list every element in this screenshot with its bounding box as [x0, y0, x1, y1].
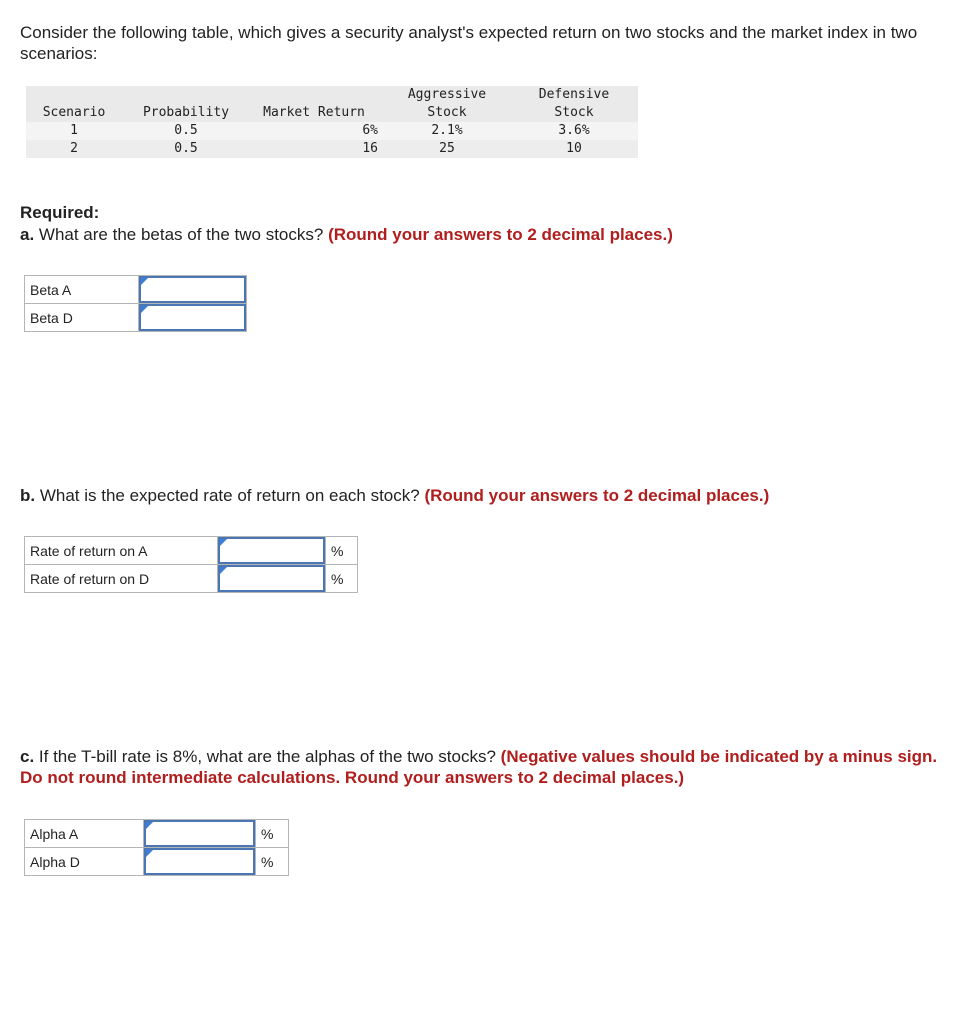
cell-market-return: 16	[250, 140, 384, 158]
header-probability: Probability	[122, 86, 250, 122]
field-alpha-a	[144, 820, 255, 847]
cell-defensive: 3.6%	[510, 122, 638, 140]
field-return-d	[218, 565, 325, 592]
question-a-text: What are the betas of the two stocks?	[34, 225, 329, 244]
answer-row-alpha-d	[25, 848, 289, 876]
input-marker-icon	[220, 567, 227, 574]
field-beta-d	[139, 304, 246, 331]
field-return-a	[218, 537, 325, 564]
header-defensive-line2: Stock	[554, 105, 594, 120]
answer-row-beta-a	[25, 276, 247, 304]
header-aggressive-stock	[384, 86, 510, 122]
header-aggressive-line1: Aggressive	[407, 87, 487, 102]
question-b	[20, 485, 950, 506]
question-b-label: b.	[20, 486, 36, 505]
question-c	[20, 746, 940, 788]
question-b-text: What is the expected rate of return on each stock?	[35, 486, 425, 505]
answer-table-a	[24, 275, 247, 332]
cell-probability: 0.5	[122, 140, 250, 158]
answer-row-return-a	[25, 537, 358, 565]
header-scenario: Scenario	[26, 86, 122, 122]
scenario-table	[26, 86, 638, 158]
beta-a-input[interactable]	[141, 278, 244, 301]
cell-aggressive: 25	[384, 140, 510, 158]
answer-table-c	[24, 819, 289, 876]
unit-alpha-a: %	[256, 820, 289, 848]
unit-alpha-d: %	[256, 848, 289, 876]
field-beta-a	[139, 276, 246, 303]
input-cell-return-d	[218, 565, 326, 593]
beta-d-input[interactable]	[141, 306, 244, 329]
input-marker-icon	[146, 822, 153, 829]
question-c-label: c.	[20, 747, 35, 766]
alpha-d-input[interactable]	[146, 850, 253, 873]
label-alpha-a: Alpha A	[25, 820, 144, 848]
cell-scenario: 2	[26, 140, 122, 158]
input-cell-alpha-a	[144, 820, 256, 848]
answer-row-alpha-a	[25, 820, 289, 848]
answer-row-beta-d	[25, 304, 247, 332]
label-alpha-d: Alpha D	[25, 848, 144, 876]
field-alpha-d	[144, 848, 255, 875]
question-a	[20, 224, 950, 245]
input-marker-icon	[141, 306, 148, 313]
answer-row-return-d	[25, 565, 358, 593]
unit-return-d: %	[326, 565, 358, 593]
input-marker-icon	[146, 850, 153, 857]
required-heading: Required:	[20, 203, 100, 222]
input-cell-beta-a	[139, 276, 247, 304]
answer-table-b	[24, 536, 358, 593]
input-cell-alpha-d	[144, 848, 256, 876]
table-row	[26, 140, 638, 158]
return-a-input[interactable]	[220, 539, 323, 562]
header-defensive-line1: Defensive	[538, 87, 610, 102]
cell-probability: 0.5	[122, 122, 250, 140]
label-beta-d: Beta D	[25, 304, 139, 332]
header-market-return: Market Return	[250, 86, 384, 122]
cell-aggressive: 2.1%	[384, 122, 510, 140]
label-return-a: Rate of return on A	[25, 537, 218, 565]
question-c-instruction: (Negative values should be indicated by a minus sign. Do not round intermediate calculations. Round your answers to 2 decimal places.)	[20, 747, 938, 787]
header-aggressive-line2: Stock	[427, 105, 467, 120]
return-d-input[interactable]	[220, 567, 323, 590]
table-row	[26, 122, 638, 140]
input-cell-beta-d	[139, 304, 247, 332]
question-a-label: a.	[20, 225, 35, 244]
cell-scenario: 1	[26, 122, 122, 140]
input-cell-return-a	[218, 537, 326, 565]
question-c-text: If the T-bill rate is 8%, what are the alphas of the two stocks?	[34, 747, 501, 766]
question-b-instruction: (Round your answers to 2 decimal places.)	[424, 486, 770, 505]
header-defensive-stock	[510, 86, 638, 122]
table-header-row	[26, 86, 638, 122]
input-marker-icon	[220, 539, 227, 546]
question-a-instruction: (Round your answers to 2 decimal places.)	[328, 225, 673, 244]
alpha-a-input[interactable]	[146, 822, 253, 845]
input-marker-icon	[141, 278, 148, 285]
intro-text: Consider the following table, which gives a security analyst's expected return on two stocks and the market index in two scenarios:	[20, 23, 918, 63]
label-return-d: Rate of return on D	[25, 565, 218, 593]
unit-return-a: %	[326, 537, 358, 565]
label-beta-a: Beta A	[25, 276, 139, 304]
cell-defensive: 10	[510, 140, 638, 158]
cell-market-return: 6%	[250, 122, 384, 140]
